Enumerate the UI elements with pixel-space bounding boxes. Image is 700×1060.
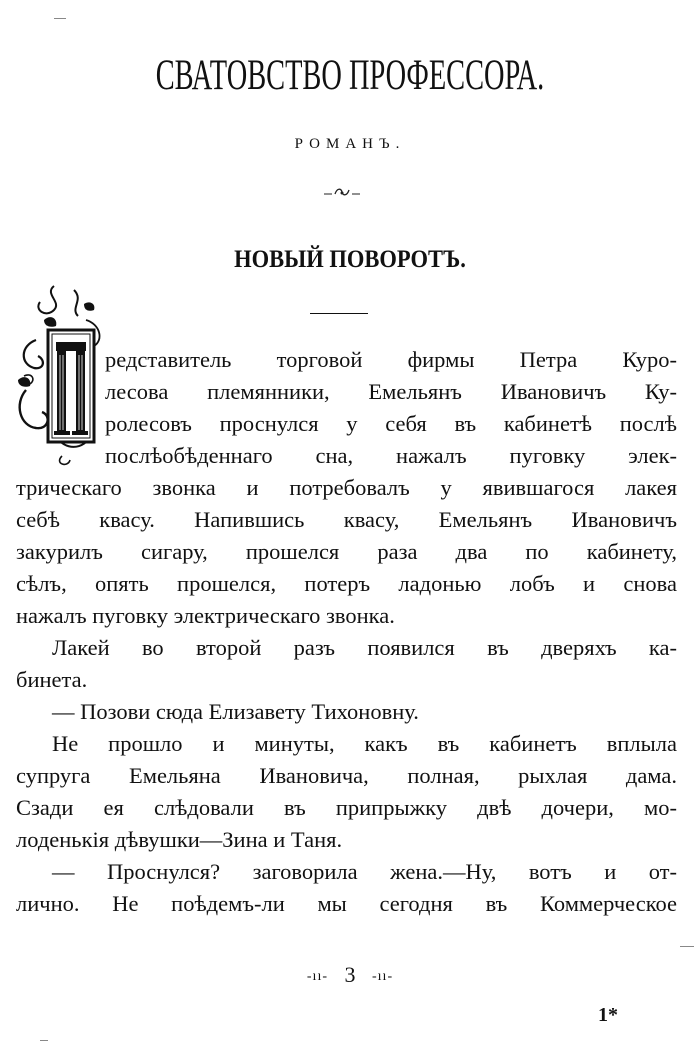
drop-cap-ornament xyxy=(14,280,106,470)
text-line: сѣлъ, опять прошелся, потеръ ладонью лобъ и снова xyxy=(16,571,677,596)
book-title: СВАТОВСТВО ПРОФЕССОРА. xyxy=(155,52,545,99)
text-line: лоденькія дѣвушки—Зина и Таня. xyxy=(16,827,343,852)
text-line: — Проснулся? заговорила жена.—Ну, вотъ и от- xyxy=(52,859,677,884)
text-line: — Позови сюда Елизавету Тихоновну. xyxy=(52,699,419,724)
scan-speck xyxy=(54,18,66,19)
page-number-ornament-right: -ıı- xyxy=(372,968,394,984)
text-line: супруга Емельяна Ивановича, полная, рыхлая дама. xyxy=(16,763,677,788)
text-line: закурилъ сигару, прошелся раза два по кабинету, xyxy=(16,539,677,564)
text-line: бинета. xyxy=(16,667,88,692)
page-number-ornament-left: -ıı- xyxy=(306,968,328,984)
text-line: лесова племянники, Емельянъ Ивановичъ Ку- xyxy=(105,379,677,404)
text-line: Лакей во второй разъ появился въ дверяхъ ка- xyxy=(52,635,677,660)
page-number-line xyxy=(0,962,700,988)
page-number: 3 xyxy=(344,962,356,987)
text-line: Сзади ея слѣдовали въ припрыжку двѣ дочери, мо- xyxy=(16,795,677,820)
text-line: послѣобѣденнаго сна, нажалъ пуговку элек- xyxy=(105,443,677,468)
opening-lines xyxy=(105,344,677,472)
body-text xyxy=(16,472,677,920)
text-line: трическаго звонка и потребовалъ у явившагося лакея xyxy=(16,475,677,500)
chapter-title: НОВЫЙ ПОВОРОТЪ. xyxy=(234,246,466,273)
book-subtitle: РОМАНЪ. xyxy=(294,136,406,152)
scan-speck xyxy=(40,1040,48,1041)
text-line: нажалъ пуговку электрическаго звонка. xyxy=(16,603,395,628)
text-line: себѣ квасу. Напившись квасу, Емельянъ Ивановичъ xyxy=(16,507,677,532)
text-line: Не прошло и минуты, какъ въ кабинетъ вплыла xyxy=(52,731,677,756)
chapter-rule xyxy=(310,313,368,314)
scan-speck xyxy=(680,946,694,947)
text-line: редставитель торговой фирмы Петра Куро- xyxy=(105,347,677,372)
text-line: лично. Не поѣдемъ-ли мы сегодня въ Коммерческое xyxy=(16,891,677,916)
title-ornament-icon xyxy=(322,184,362,202)
text-line: ролесовъ проснулся у себя въ кабинетѣ послѣ xyxy=(105,411,677,436)
signature-mark: 1* xyxy=(598,1004,618,1026)
